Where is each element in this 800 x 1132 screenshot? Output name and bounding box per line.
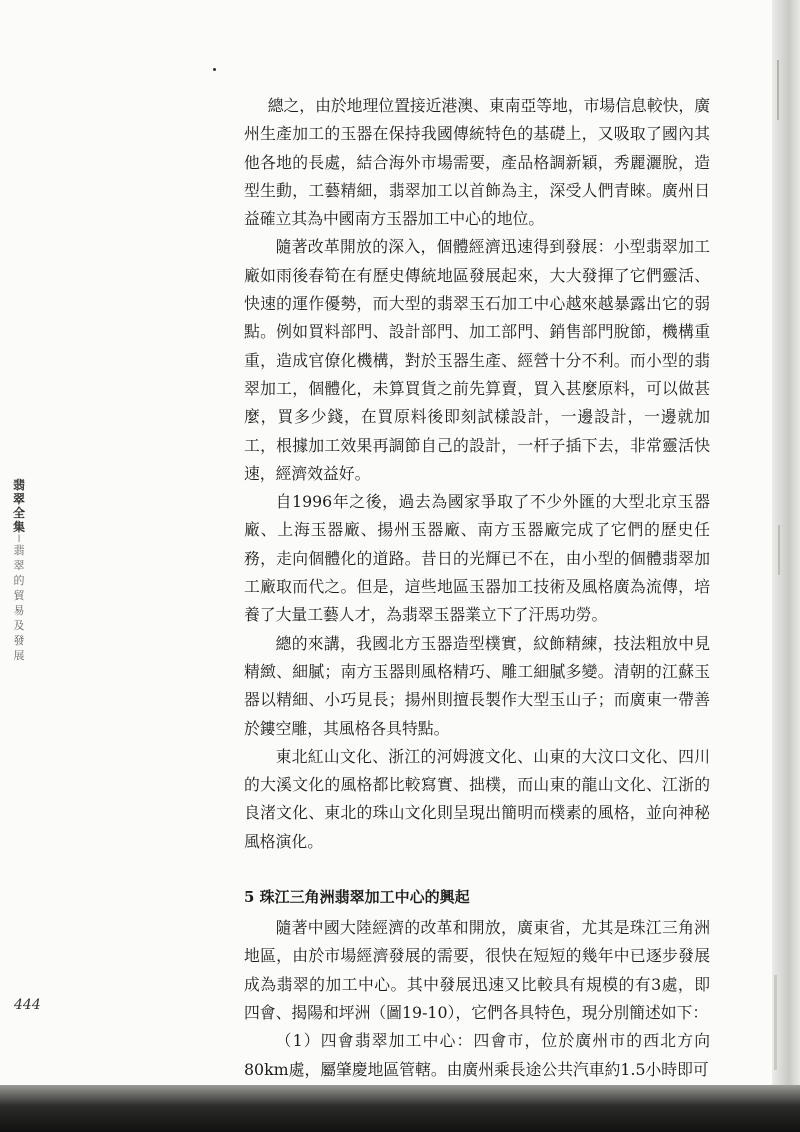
ink-speck bbox=[213, 68, 216, 71]
sidebar-separator: | bbox=[17, 534, 21, 542]
paragraph: 隨著中國大陸經濟的改革和開放，廣東省，尤其是珠江三角洲地區，由於市場經濟發展的需要，很快在短短的幾年中已逐步發展成為翡翠的加工中心。其中發展迅速又比較具有規模的有3處，即四會、揭陽和坪洲（圖19-10），它們各具特色，現分別簡述如下： bbox=[244, 918, 710, 1022]
book-spine-edge bbox=[772, 0, 800, 1085]
paragraph: （1）四會翡翠加工中心：四會市，位於廣州市的西北方向80km處，屬肇慶地區管轄。由廣州乘長途公共汽車約1.5小時即可 bbox=[244, 1031, 710, 1079]
spine-mark bbox=[778, 525, 780, 575]
spine-mark bbox=[774, 975, 777, 1070]
sidebar-chapter-char: 貿 bbox=[13, 589, 25, 602]
sidebar-chapter-char: 的 bbox=[13, 574, 25, 587]
sidebar-chapter-char: 易 bbox=[13, 604, 25, 617]
sidebar-book-char: 翡 bbox=[12, 478, 25, 492]
sidebar-chapter-char: 展 bbox=[13, 649, 25, 662]
section-heading: 5 珠江三角洲翡翠加工中心的興起 bbox=[244, 888, 470, 907]
paragraph: 總之，由於地理位置接近港澳、東南亞等地，市場信息較快，廣州生產加工的玉器在保持我國傳統特色的基礎上，又吸取了國內其他各地的長處，結合海外市場需要，產品格調新穎，秀麗灑脫，造型生動，工藝精細，翡翠加工以首飾為主，深受人們青睞。廣州日益確立其為中國南方玉器加工中心的地位。 bbox=[244, 96, 711, 229]
body-text bbox=[244, 92, 710, 1084]
sidebar-chapter-char: 發 bbox=[13, 634, 25, 647]
spine-mark bbox=[777, 60, 779, 120]
sidebar-book-char: 集 bbox=[12, 520, 25, 534]
sidebar-chapter-char: 翠 bbox=[13, 559, 25, 572]
sidebar-book-char: 翠 bbox=[12, 492, 25, 506]
running-sidebar bbox=[10, 478, 28, 663]
paragraph: 東北紅山文化、浙江的河姆渡文化、山東的大汶口文化、四川的大溪文化的風格都比較寫實、拙樸，而山東的龍山文化、江浙的良渚文化、東北的珠山文化則呈現出簡明而樸素的風格，並向神秘風格演化。 bbox=[244, 746, 710, 851]
sidebar-chapter-char: 翡 bbox=[13, 544, 25, 557]
sidebar-book-char: 全 bbox=[12, 506, 25, 520]
paragraph: 總的來講，我國北方玉器造型樸實，紋飾精練，技法粗放中見精緻、細膩；南方玉器則風格精巧、雕工細膩多變。清朝的江蘇玉器以精細、小巧見長；揚州則擅長製作大型玉山子；而廣東一帶善於鏤空雕，其風格各具特點。 bbox=[244, 633, 710, 738]
paragraph: 自1996年之後，過去為國家爭取了不少外匯的大型北京玉器廠、上海玉器廠、揚州玉器廠、南方玉器廠完成了它們的歷史任務，走向個體化的道路。昔日的光輝已不在，由小型的個體翡翠加工廠取而代之。但是，這些地區玉器加工技術及風格廣為流傳，培養了大量工藝人才，為翡翠玉器業立下了汗馬功勞。 bbox=[244, 492, 710, 625]
page-number: 444 bbox=[14, 997, 41, 1013]
paragraph: 隨著改革開放的深入，個體經濟迅速得到發展：小型翡翠加工廠如雨後春筍在有歷史傳統地區發展起來，大大發揮了它們靈活、快速的運作優勢，而大型的翡翠玉石加工中心越來越暴露出它的弱點。例如買料部門、設計部門、加工部門、銷售部門脫節，機構重重，造成官僚化機構，對於玉器生產、經營十分不利。而小型的翡翠加工，個體化，未算買貨之前先算賣，買入甚麼原料，可以做甚麼，買多少錢，在買原料後即刻試樣設計，一邊設計，一邊就加工，根據加工效果再調節自己的設計，一杆子插下去，非常靈活快速，經濟效益好。 bbox=[244, 237, 710, 483]
scan-bottom-shadow bbox=[0, 1085, 800, 1132]
sidebar-chapter-char: 及 bbox=[13, 619, 25, 632]
